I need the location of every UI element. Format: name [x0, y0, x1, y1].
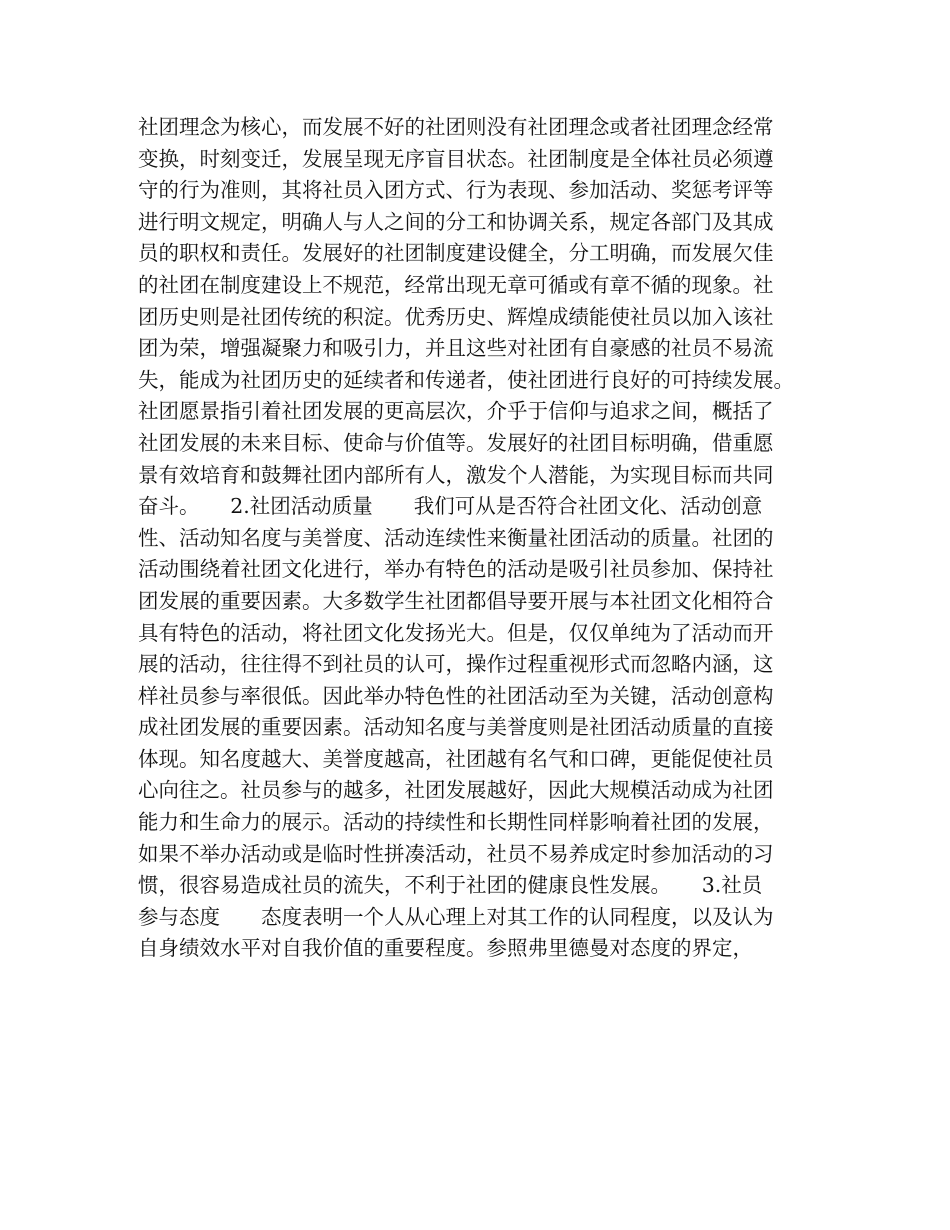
text-line: 参与态度 态度表明一个人从心理上对其工作的认同程度，以及认为	[138, 904, 774, 929]
text-line: 心向往之。社员参与的越多，社团发展越好，因此大规模活动成为社团	[138, 778, 774, 803]
text-line: 活动围绕着社团文化进行，举办有特色的活动是吸引社员参加、保持社	[138, 557, 774, 582]
text-line: 样社员参与率很低。因此举办特色性的社团活动至为关键，活动创意构	[138, 683, 774, 708]
text-line: 社团理念为核心，而发展不好的社团则没有社团理念或者社团理念经常	[138, 115, 774, 139]
text-line: 的社团在制度建设上不规范，经常出现无章可循或有章不循的现象。社	[138, 272, 774, 297]
text-line: 能力和生命力的展示。活动的持续性和长期性同样影响着社团的发展，	[138, 810, 774, 835]
text-line: 守的行为准则，其将社员入团方式、行为表现、参加活动、奖惩考评等	[138, 178, 774, 203]
text-line: 团发展的重要因素。大多数学生社团都倡导要开展与本社团文化相符合	[138, 588, 774, 613]
text-line: 具有特色的活动，将社团文化发扬光大。但是，仅仅单纯为了活动而开	[138, 620, 774, 645]
text-line: 惯，很容易造成社员的流失，不利于社团的健康良性发展。 3.社员	[138, 873, 763, 898]
body-text	[138, 112, 838, 965]
text-line: 进行明文规定，明确人与人之间的分工和协调关系，规定各部门及其成	[138, 209, 774, 234]
text-line: 团为荣，增强凝聚力和吸引力，并且这些对社团有自豪感的社员不易流	[138, 336, 774, 361]
text-line: 如果不举办活动或是临时性拼凑活动，社员不易养成定时参加活动的习	[138, 841, 774, 866]
text-line: 体现。知名度越大、美誉度越高，社团越有名气和口碑，更能促使社员	[138, 746, 774, 771]
text-line: 成社团发展的重要因素。活动知名度与美誉度则是社团活动质量的直接	[138, 715, 774, 740]
text-line: 变换，时刻变迁，发展呈现无序盲目状态。社团制度是全体社员必须遵	[138, 146, 774, 171]
text-line: 展的活动，往往得不到社员的认可，操作过程重视形式而忽略内涵，这	[138, 652, 774, 677]
text-line: 自身绩效水平对自我价值的重要程度。参照弗里德曼对态度的界定，	[138, 936, 753, 961]
text-line: 性、活动知名度与美誉度、活动连续性来衡量社团活动的质量。社团的	[138, 525, 774, 550]
text-line: 团历史则是社团传统的积淀。优秀历史、辉煌成绩能使社员以加入该社	[138, 304, 774, 329]
text-line: 失，能成为社团历史的延续者和传递者，使社团进行良好的可持续发展。	[138, 367, 794, 392]
text-line: 员的职权和责任。发展好的社团制度建设健全，分工明确，而发展欠佳	[138, 241, 774, 266]
text-line: 社团发展的未来目标、使命与价值等。发展好的社团目标明确，借重愿	[138, 430, 774, 455]
text-line: 社团愿景指引着社团发展的更高层次，介乎于信仰与追求之间，概括了	[138, 399, 774, 424]
text-line: 奋斗。 2.社团活动质量 我们可从是否符合社团文化、活动创意	[138, 494, 763, 519]
text-line: 景有效培育和鼓舞社团内部所有人，激发个人潜能，为实现目标而共同	[138, 462, 774, 487]
